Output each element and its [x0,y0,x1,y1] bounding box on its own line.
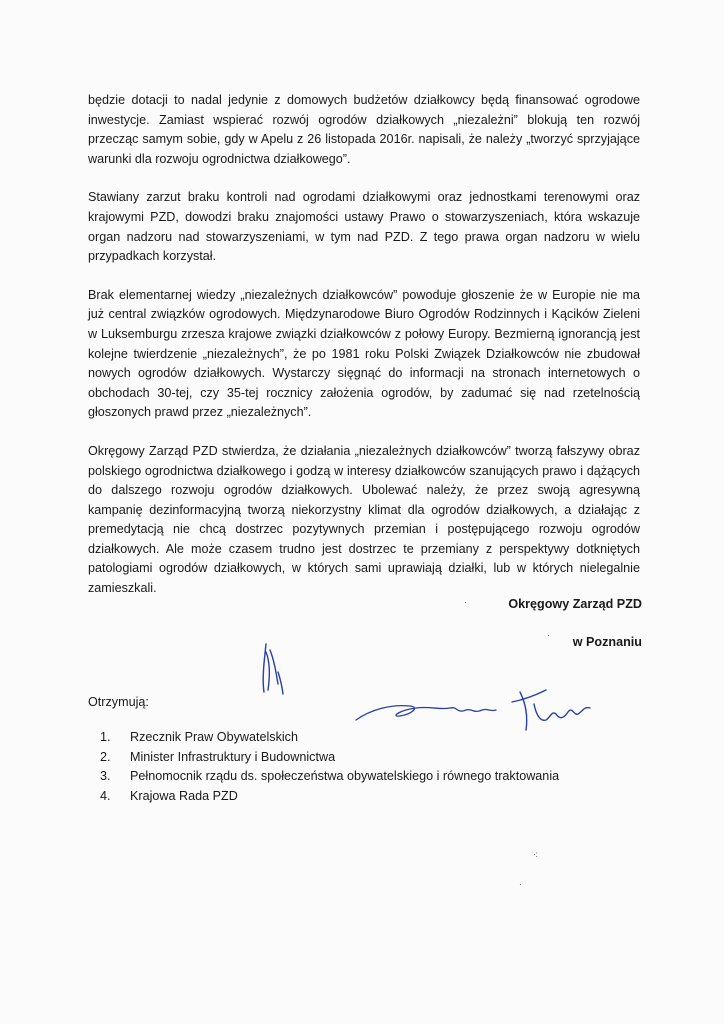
list-item-text: Minister Infrastruktury i Budownictwa [130,749,336,764]
ink-dot: · [547,631,550,640]
signature-block [508,595,642,652]
signature-org: Okręgowy Zarząd PZD [508,597,642,611]
paragraph-3: Brak elementarnej wiedzy „niezależnych działkowców” powoduje głoszenie że w Europie nie ma już central związków ogrodowych. Międzynarodowe Biuro Ogrodów Rodzinnych i Kącików Zieleni w Luksemburgu zrzesza krajowe związki działkowców z połowy Europy. Bezmierną ignorancją jest kolejne twierdzenie „niezależnych”, że po 1981 roku Polski Związek Działkowców nie zbudował nowych ogrodów działkowych. Wystarczy sięgnąć do informacji na stronach internetowych o obchodach 30-tej, czy 35-tej rocznicy założenia ogrodów, by zadumać się nad rzetelnością głoszonych prawd przez „niezależnych”. [88,287,640,420]
handwritten-initials [252,632,292,712]
list-item-number: 3. [100,769,111,784]
ink-dot: · [519,880,522,889]
letter-body [88,91,640,618]
paragraph-4: Okręgowy Zarząd PZD stwierdza, że działania „niezależnych działkowców” tworzą fałszywy obraz polskiego ogrodnictwa działkowego i godzą w interesy działkowców szanujących prawo i dążących do dalszego rozwoju ogrodów działkowych. Ubolewać należy, że przez swoją agresywną kampanię dezinformacyjną tworzą niekorzystny klimat dla ogrodów działkowych, a działając z premedytacją nie chcą dostrzec pozytywnych przemian i postępującego rozwoju ogrodów działkowych. Ale może czasem trudno jest dostrzec te przemiany z perspektywy dotkniętych patologiami ogrodów działkowych, w których sami uprawiają działki, lub w których nielegalnie zamieszkali. [88,443,640,596]
recipients-label: Otrzymują: [88,695,149,709]
list-item [100,748,559,768]
list-item [100,728,559,748]
list-item-text: Pełnomocnik rządu ds. społeczeństwa obywatelskiego i równego traktowania [130,769,560,784]
list-item [100,787,559,807]
list-item-number: 2. [100,749,111,764]
signature-city: w Poznaniu [572,634,642,649]
list-item-number: 1. [100,730,111,744]
list-item-text: Rzecznik Praw Obywatelskich [130,730,298,744]
ink-dot: ·: [533,850,538,859]
list-item [100,767,559,787]
ink-dot: · [464,598,467,607]
list-item-number: 4. [100,788,111,803]
paragraph-2: Stawiany zarzut braku kontroli nad ogrodami działkowymi oraz jednostkami terenowymi oraz krajowymi PZD, dowodzi braku znajomości ustawy Prawo o stowarzyszeniach, która wskazuje organ nadzoru nad stowarzyszeniami, w tym nad PZD. Z tego prawa organ nadzoru w wielu przypadkach korzystał. [88,190,640,264]
paragraph-1: będzie dotacji to nadal jedynie z domowych budżetów działkowcy będą finansować ogrodowe inwestycje. Zamiast wspierać rozwój ogrodów działkowych „niezależni” blokują ten rozwój przecząc samym sobie, gdy w Apelu z 26 listopada 2016r. napisali, że należy „tworzyć sprzyjające warunki dla rozwoju ogrodnictwa działkowego”. [88,93,640,166]
list-item-text: Krajowa Rada PZD [130,788,238,803]
recipients-list [100,728,559,806]
